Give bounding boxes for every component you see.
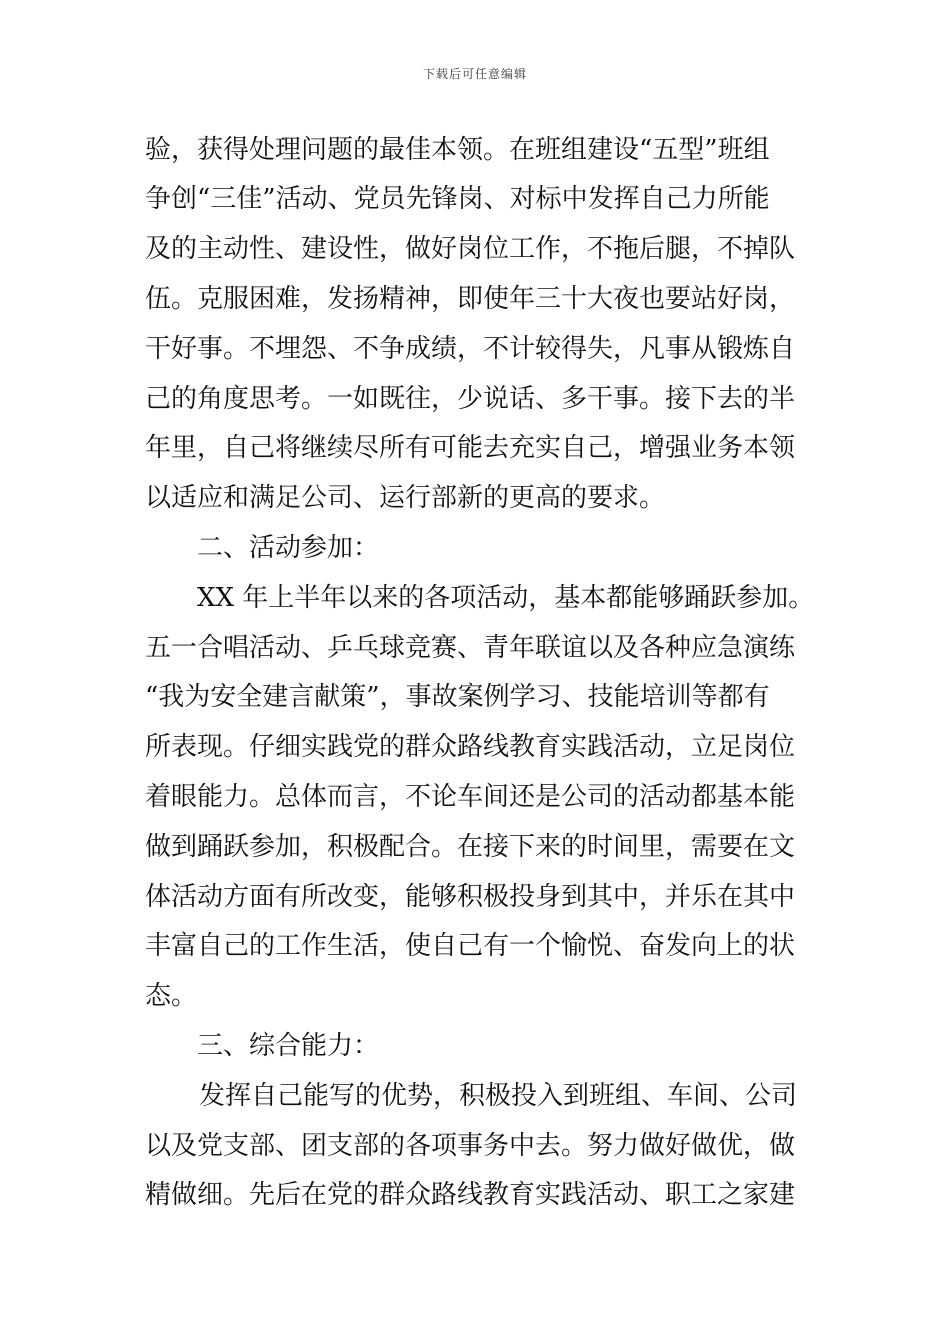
text-line: 态。 bbox=[145, 981, 198, 1011]
text-line: 干好事。不埋怨、不争成绩，不计较得失，凡事从锻炼自 bbox=[145, 334, 796, 364]
text-line: 丰富自己的工作生活，使自己有一个愉悦、奋发向上的状 bbox=[145, 931, 796, 961]
header-note: 下载后可任意编辑 bbox=[422, 67, 527, 81]
text-line: 伍。克服困难，发扬精神，即使年三十大夜也要站好岗， bbox=[145, 284, 796, 314]
text-line: 及的主动性、建设性，做好岗位工作，不拖后腿，不掉队 bbox=[145, 234, 796, 264]
text-line: “我为安全建言献策”，事故案例学习、技能培训等都有 bbox=[145, 682, 770, 712]
text-line: XX 年上半年以来的各项活动，基本都能够踊跃参加。 bbox=[197, 583, 815, 613]
section-heading: 二、活动参加： bbox=[197, 533, 380, 563]
text-line: 争创“三佳”活动、党员先锋岗、对标中发挥自己力所能 bbox=[145, 184, 770, 214]
text-line: 着眼能力。总体而言，不论车间还是公司的活动都基本能 bbox=[145, 782, 796, 812]
text-line: 年里，自己将继续尽所有可能去充实自己，增强业务本领 bbox=[145, 433, 796, 463]
text-line: 以适应和满足公司、运行部新的更高的要求。 bbox=[145, 483, 666, 513]
text-line: 发挥自己能写的优势，积极投入到班组、车间、公司 bbox=[199, 1081, 798, 1111]
text-line: 己的角度思考。一如既往，少说话、多干事。接下去的半 bbox=[145, 384, 796, 414]
text-line: 验，获得处理问题的最佳本领。在班组建设“五型”班组 bbox=[145, 135, 770, 165]
text-line: 精做细。先后在党的群众路线教育实践活动、职工之家建 bbox=[145, 1180, 796, 1210]
text-line: 所表现。仔细实践党的群众路线教育实践活动，立足岗位 bbox=[145, 732, 796, 762]
text-line: 做到踊跃参加，积极配合。在接下来的时间里，需要在文 bbox=[145, 832, 796, 862]
text-line: 以及党支部、团支部的各项事务中去。努力做好做优，做 bbox=[145, 1131, 796, 1161]
section-heading: 三、综合能力： bbox=[197, 1031, 380, 1061]
text-line: 体活动方面有所改变，能够积极投身到其中，并乐在其中 bbox=[145, 882, 796, 912]
text-line: 五一合唱活动、乒乓球竞赛、青年联谊以及各种应急演练 bbox=[145, 633, 796, 663]
